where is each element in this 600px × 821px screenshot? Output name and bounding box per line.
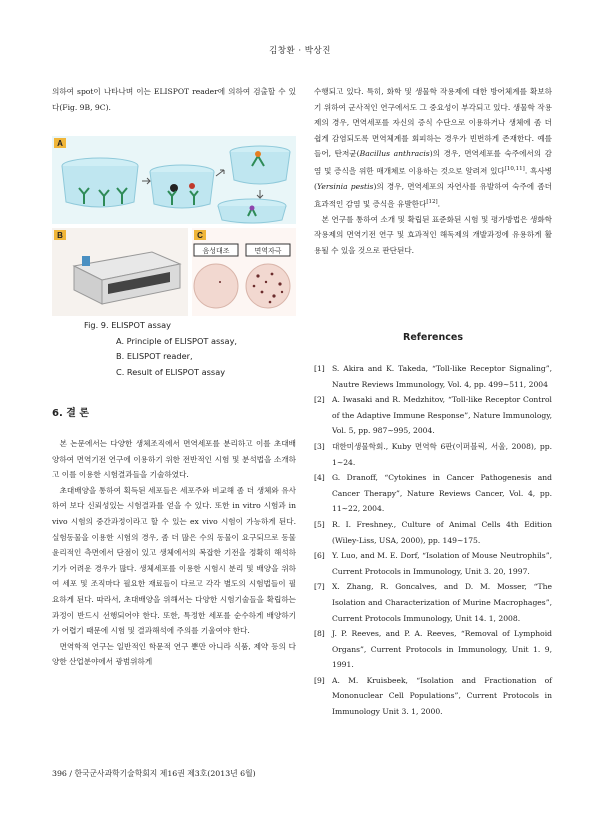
figure-9 [52,136,296,316]
page-footer: 396 / 한국군사과학기술학회지 제16권 제3호(2013년 6월) [52,769,256,778]
references-list [314,361,552,720]
negative-spot [219,281,221,283]
conclusion-paragraph-1: 본 논문에서는 다양한 생체조직에서 면역세포를 분리하고 이를 초대배양하여 면역기전 연구에 이용하기 위한 전반적인 시험 및 분석법을 소개하고 이를 이용한 시험결과들을 기술하였다. [52,439,296,480]
left-column-top [52,84,296,115]
citation-12: [12] [426,198,438,205]
reference-item: [3] 대한미생물학회., Kuby 면역학 6판(이퍼블릭, 서울, 2008), pp. 1∼24. [314,441,552,467]
panel-b-label: B [57,231,63,240]
right-paragraph-1: 수행되고 있다. 특히, 화학 및 생물학 작용제에 대한 방어체계를 확보하기 위하여 군사적인 연구에서도 그 중요성이 부각되고 있다. 생물학 작용제의 경우, 면역세포를 자신의 증식 수단으로 이용하거나 생체에 좀 더 쉽게 감염되도록 면역체계를 회피하는 경우가 빈번하게 존재한다. 예를 들어, 탄저균(Bacillus anthracis)의 경우, 면역세포를 숙주에서의 감염 및 증식을 위한 매개체로 이용하는 것으로 알려져 있다[10,11]. 흑사병(Yersinia pestis)의 경우, 면역세포의 자연사를 유발하여 숙주에 좀더 효과적인 감염 및 증식을 유발한다[12]. [314,87,552,209]
reference-item: [1] S. Akira and K. Takeda, “Toll-like Receptor Signaling”, Nautre Reviews Immunology, Vol. 4, pp. 499∼511, 2004 [314,364,552,389]
caption-item-b: B. ELISPOT reader, [116,351,193,362]
panel-c-label: C [197,231,203,240]
dish-4 [218,199,286,223]
reference-item: [5] R. I. Freshney., Culture of Animal Cells 4th Edition (Wiley-Liss, USA, 2000), pp. 149∼175. [314,519,552,545]
caption-item-a: A. Principle of ELISPOT assay, [116,335,238,346]
conclusion-body [52,436,296,670]
references-title: References [403,332,463,343]
reference-item: [8] J. P. Reeves, and P. A. Reeves, “Removal of Lymphoid Organs”, Current Protocols in Immunology, Unit 1. 9, 1991. [314,629,552,670]
elispot-figure-graphic [52,136,296,316]
dish-1 [62,158,138,207]
conclusion-paragraph-2: 초대배양을 통하여 획득된 세포들은 세포주와 비교해 좀 더 생체와 유사하여 보다 신뢰성있는 시험결과를 얻을 수 있다. 또한 in vitro 시험과 in vivo 시험의 중간과정이라고 할 수 있는 ex vivo 시험이 가능하게 된다. 실험동물을 이용한 시험의 경우, 좀 더 많은 수의 동물이 요구되므로 동물 윤리적인 측면에서 단점이 있고 생체에서의 복잡한 기전을 정확히 해석하기가 어려운 경우가 많다. 생체세포를 이용한 시험시 분리 및 배양을 위하여 세포 및 조직마다 필요한 재료들이 다르고 각각 별도의 시험법들이 필요하게 된다. 따라서, 초대배양을 위해서는 다양한 시험기술들을 확립하는 과정이 반드시 선행되어야 한다. 또한, 특정한 세포를 순수하게 배양하기가 어렵기 때문에 시험 및 결과해석에 주의를 기울여야 한다. [52,485,296,636]
right-paragraph-2: 본 연구를 통하여 소개 및 확립된 표준화된 시험 및 평가방법은 생화학 작용제의 면역기전 연구 및 효과적인 해독제의 개발과정에 유용하게 활용될 수 있을 것으로 판단된다. [314,214,552,255]
reference-item: [2] A. Iwasaki and R. Medzhitov, “Toll-like Receptor Control of the Adaptive Immune Response”, Nature Immunology, Vol. 5, pp. 987∼995, 2004. [314,395,552,436]
dish-3 [230,146,290,184]
positive-well [246,264,290,308]
section-6-title: 6. 결 론 [52,408,90,419]
reference-item: [4] G. Dranoff, “Cytokines in Cancer Pathogenesis and Cancer Therapy”, Nature Reviews Cancer, Vol. 4, pp. 11∼22, 2004. [314,473,552,514]
reference-item: [9] A. M. Kruisbeek, “Isolation and Fractionation of Mononuclear Cell Populations”, Current Protocols in Immunology Unit 3. 1, 2000. [314,675,552,717]
panel-a-label: A [57,139,63,148]
species-pestis: Yersinia pestis [316,182,374,192]
caption-title: Fig. 9. ELISPOT assay [84,320,171,330]
right-column-top [314,84,552,259]
negative-well [194,264,238,308]
species-anthracis: Bacillus anthracis [359,149,430,159]
figure-caption [84,318,237,380]
conclusion-paragraph-3: 면역학적 연구는 일반적인 학문적 연구 뿐만 아니라 식품, 제약 등의 다양한 산업분야에서 광범위하게 [52,641,296,667]
caption-item-c: C. Result of ELISPOT assay [116,366,226,377]
reference-item: [6] Y. Luo, and M. E. Dorf, “Isolation of Mouse Neutrophils”, Current Protocols in Immunology, Unit 3. 20, 1997. [314,551,552,576]
panel-c-neg-label: 음성대조 [202,247,230,255]
dish-2 [150,165,214,208]
left-intro-paragraph: 의하여 spot이 나타나며 이는 ELISPOT reader에 의하여 검출할 수 있다(Fig. 9B, 9C). [52,87,296,112]
citation-10-11: [10,11] [504,165,525,172]
reference-item: [7] X. Zhang, R. Goncalves, and D. M. Mosser, “The Isolation and Characterization of Murine Macrophages”, Current Protocols Immunology, Unit 14. 1, 2008. [314,582,552,623]
panel-c-pos-label: 면역자극 [254,247,282,255]
running-header: 김창환 · 박상진 [269,46,331,56]
